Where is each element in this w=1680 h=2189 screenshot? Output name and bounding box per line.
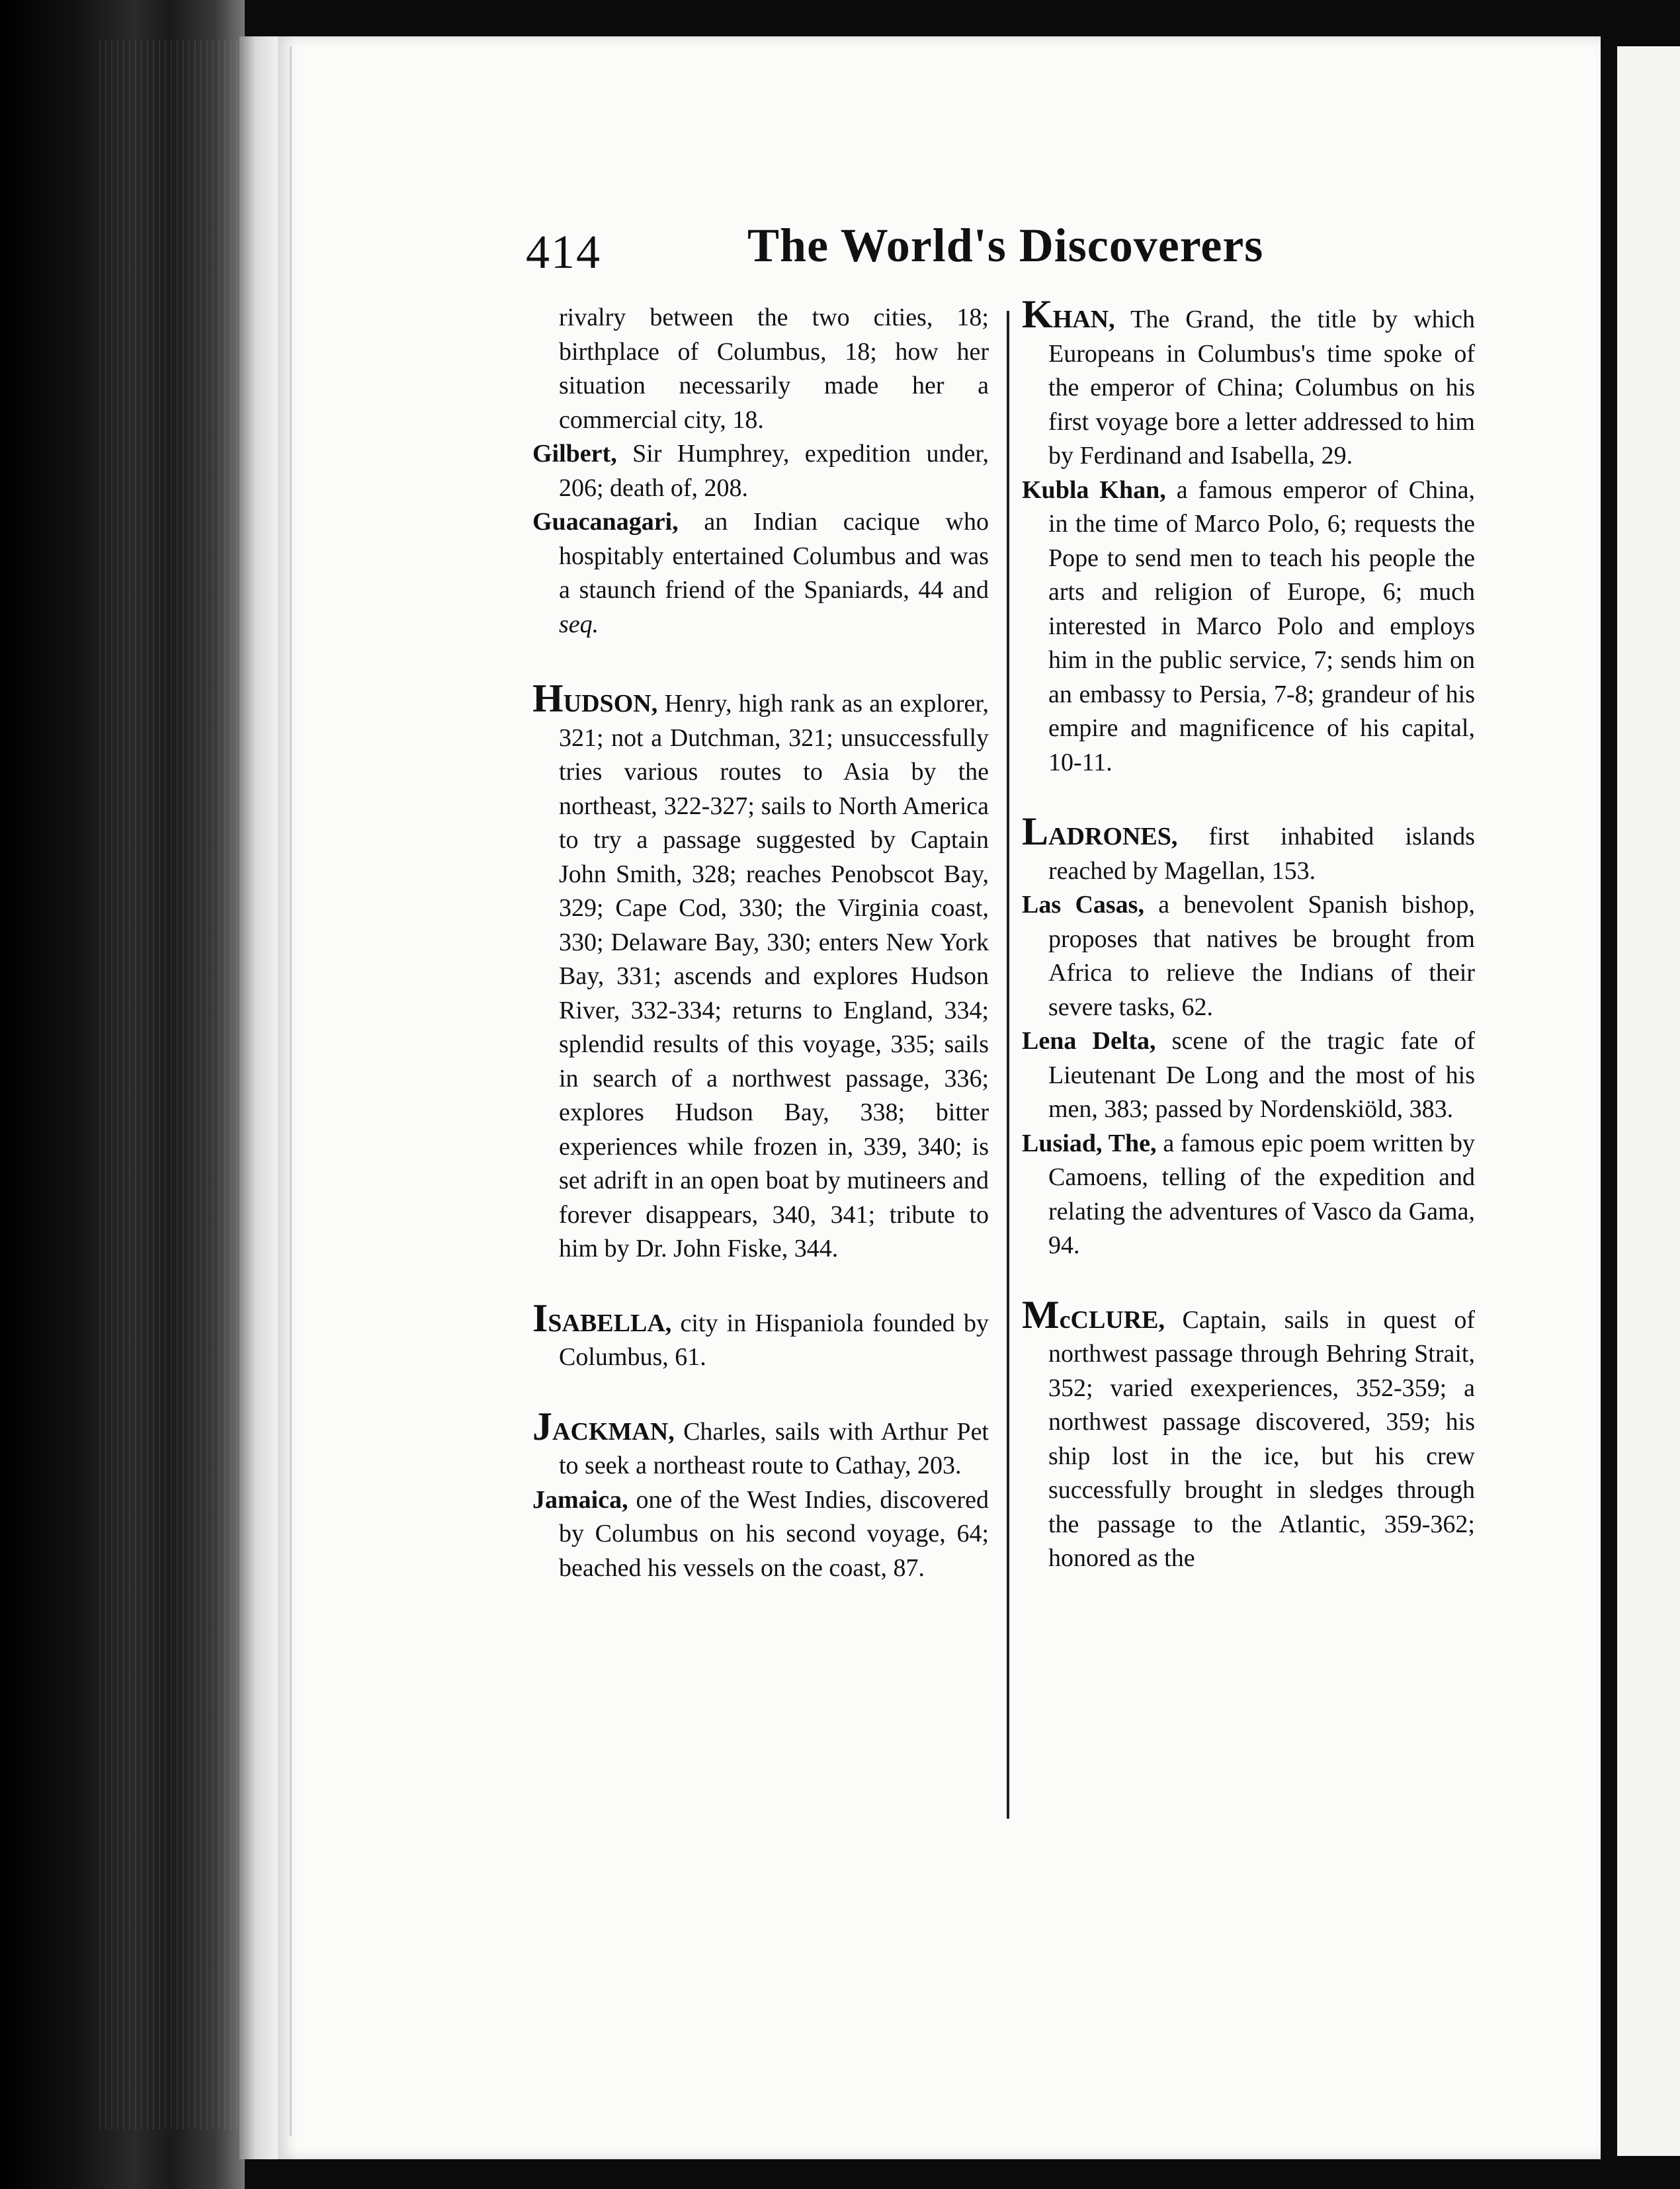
index-column-right <box>1022 292 1475 1576</box>
entry-heading: ACKMAN, <box>552 1417 675 1446</box>
entry-text: rivalry between the two cities, 18; birthplace of Columbus, 18; how her situation necessarily made her a commercial city, 18. <box>559 304 989 434</box>
index-entry <box>532 505 989 641</box>
entry-heading: Kubla Khan, <box>1022 475 1166 504</box>
next-page-edge <box>1617 46 1680 2156</box>
entry-heading: Lena Delta, <box>1022 1027 1156 1055</box>
index-entry <box>1022 888 1475 1024</box>
section-gap <box>1022 780 1475 818</box>
entry-text: an Indian cacique who hospitably entertained Columbus and was a staunch friend of the Spaniards, 44 and <box>559 508 989 604</box>
entry-text: a benevolent Spanish bishop, proposes that natives be brought from Africa to relieve the Indians of their severe tasks, 62. <box>1048 891 1475 1021</box>
index-entry <box>532 301 989 437</box>
section-gap <box>532 1266 989 1305</box>
entry-text: a famous epic poem written by Camoens, telling of the expedition and relating the adventures of Vasco da Gama, 94. <box>1048 1129 1475 1259</box>
entry-text: one of the West Indies, discovered by Columbus on his second voyage, 64; beached his vessels on the coast, 87. <box>559 1485 989 1582</box>
entry-heading: cCLURE, <box>1059 1305 1165 1334</box>
index-entry <box>1022 474 1475 780</box>
index-entry <box>1022 1024 1475 1127</box>
entry-text: Charles, sails with Arthur Pet to seek a northeast route to Cathay, 203. <box>559 1417 989 1479</box>
entry-heading: Las Casas, <box>1022 891 1144 919</box>
section-initial: H <box>532 677 564 720</box>
entry-text: first inhabited islands reached by Magellan, 153. <box>1048 823 1475 885</box>
entry-text: a famous emperor of China, in the time of Marco Polo, 6; requests the Pope to send men to teach his people the arts and religion of Europe, 6; much interested in Marco Polo and employs him in the public service, 7; sends him on an embassy to Persia, 7-8; grandeur of his empire and magnificence of his capital, 10-11. <box>1048 475 1475 776</box>
index-entry <box>1022 292 1475 474</box>
index-column-left <box>532 301 989 1585</box>
section-initial: M <box>1022 1292 1060 1337</box>
section-initial: I <box>532 1296 548 1340</box>
index-entry <box>1022 1127 1475 1263</box>
index-entry <box>532 437 989 505</box>
page-number: 414 <box>526 226 601 278</box>
entry-text: Captain, sails in quest of northwest passage through Behring Strait, 352; varied exexperiences, 352-359; a northwest passage discovered, 359; his ship lost in the ice, but his crew successfully brought in sledges through the passage to the Atlantic, 359-362; honored as the <box>1048 1305 1475 1572</box>
entry-heading: Lusiad, The, <box>1022 1129 1157 1157</box>
column-divider <box>1007 311 1009 1819</box>
page-gutter-line <box>290 46 292 2136</box>
section-initial: J <box>532 1404 552 1448</box>
entry-italic: seq. <box>559 610 599 638</box>
section-gap <box>1022 1263 1475 1301</box>
index-entry <box>1022 809 1475 888</box>
entry-text: Sir Humphrey, expedition under, 206; death of, 208. <box>559 440 989 502</box>
entry-heading: HAN, <box>1052 306 1115 333</box>
entry-heading: SABELLA, <box>548 1309 672 1337</box>
index-entry <box>532 677 989 1266</box>
entry-heading: Jamaica, <box>532 1485 628 1514</box>
entry-heading: ADRONES, <box>1048 823 1178 850</box>
entry-heading: Gilbert, <box>532 440 617 468</box>
section-initial: L <box>1022 809 1049 853</box>
page-header <box>526 218 1264 291</box>
index-entry <box>532 1483 989 1586</box>
entry-text: The Grand, the title by which Europeans in Columbus's time spoke of the emperor of China; Columbus on his first voyage bore a letter addressed to him by Ferdinand and Isabella, 29. <box>1048 306 1475 470</box>
page-edge <box>239 36 279 2159</box>
entry-heading: Guacanagari, <box>532 508 679 536</box>
index-entry <box>532 1404 989 1483</box>
entry-text: scene of the tragic fate of Lieutenant De Long and the most of his men, 383; passed by Nordenskiöld, 383. <box>1048 1027 1475 1123</box>
index-entry <box>1022 1292 1475 1576</box>
section-initial: K <box>1022 292 1053 336</box>
spine-texture <box>99 40 238 2129</box>
index-entry <box>532 1296 989 1375</box>
section-gap <box>532 1375 989 1413</box>
running-title: The World's Discoverers <box>747 219 1264 272</box>
section-gap <box>532 641 989 685</box>
entry-text: city in Hispaniola founded by Columbus, 61. <box>559 1309 989 1371</box>
entry-text: Henry, high rank as an explorer, 321; not a Dutchman, 321; unsuccessfully tries various routes to Asia by the northeast, 322-327; sails to North America to try a passage suggested by Captain John Smith, 328; reaches Penobscot Bay, 329; Cape Cod, 330; the Virginia coast, 330; Delaware Bay, 330; enters New York Bay, 331; ascends and explores Hudson River, 332-334; returns to England, 334; splendid results of this voyage, 335; sails in search of a northwest passage, 336; explores Hudson Bay, 338; bitter experiences while frozen in, 339, 340; is set adrift in an open boat by mutineers and forever disappears, 340, 341; tribute to him by Dr. John Fiske, 344. <box>559 690 989 1262</box>
entry-heading: UDSON, <box>563 690 658 718</box>
